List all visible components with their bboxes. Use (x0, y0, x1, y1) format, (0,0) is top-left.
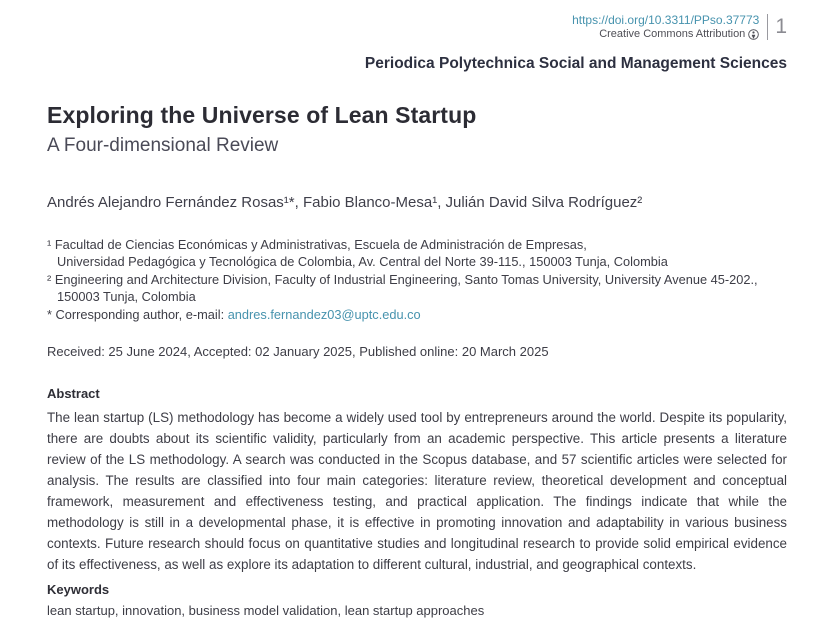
affiliation-1-line-2: Universidad Pedagógica y Tecnológica de Colombia, Av. Central del Norte 39-115., 150003 Tunja, Colombia (57, 254, 668, 270)
affiliations-block (47, 236, 787, 324)
article-dates: Received: 25 June 2024, Accepted: 02 January 2025, Published online: 20 March 2025 (47, 344, 549, 360)
license-label: Creative Commons Attribution (599, 28, 746, 40)
keywords-heading: Keywords (47, 582, 110, 598)
keywords-text: lean startup, innovation, business model validation, lean startup approaches (47, 603, 485, 619)
corresponding-author-line (47, 306, 787, 324)
cc-attribution-icon (748, 29, 759, 40)
affiliation-2-line-2: 150003 Tunja, Colombia (57, 289, 196, 305)
corresponding-author-label: * Corresponding author, e-mail: (47, 306, 228, 322)
masthead (47, 13, 787, 42)
article-subtitle: A Four-dimensional Review (47, 134, 279, 156)
license-line (572, 28, 759, 42)
affiliation-2-line-1: ² Engineering and Architecture Division, Faculty of Industrial Engineering, Santo Tomas University, University Avenue 45-202., (47, 271, 758, 287)
abstract-heading: Abstract (47, 386, 100, 402)
page-number: 1 (775, 15, 787, 39)
article-title: Exploring the Universe of Lean Startup (47, 101, 477, 128)
doi-block (572, 13, 759, 42)
authors-line: Andrés Alejandro Fernández Rosas¹*, Fabio Blanco-Mesa¹, Julián David Silva Rodríguez² (47, 193, 643, 211)
journal-name: Periodica Polytechnica Social and Management Sciences (364, 54, 787, 72)
affiliation-1-line-1: ¹ Facultad de Ciencias Económicas y Administrativas, Escuela de Administración de Empresas, (47, 236, 587, 252)
abstract-text: The lean startup (LS) methodology has become a widely used tool by entrepreneurs around the world. Despite its popularity, there are doubts about its scientific validity, particularly from an academic perspective. This article presents a literature review of the LS methodology. A search was conducted in the Scopus database, and 57 scientific articles were selected for analysis. The results are classified into four main categories: literature review, theoretical development and conceptual framework, measurement and effectiveness testing, and practical application. The findings indicate that while the methodology is still in a developmental phase, it is effective in promoting innovation and adaptability in various business contexts. Future research should focus on quantitative studies and longitudinal research to provide solid empirical evidence of its effectiveness, as well as explore its adaptation to different cultural, industrial, and geographical contexts. (47, 410, 787, 573)
doi-link[interactable]: https://doi.org/10.3311/PPso.37773 (572, 13, 760, 27)
corresponding-email-link[interactable]: andres.fernandez03@uptc.edu.co (227, 306, 421, 322)
page-number-divider (767, 14, 768, 40)
